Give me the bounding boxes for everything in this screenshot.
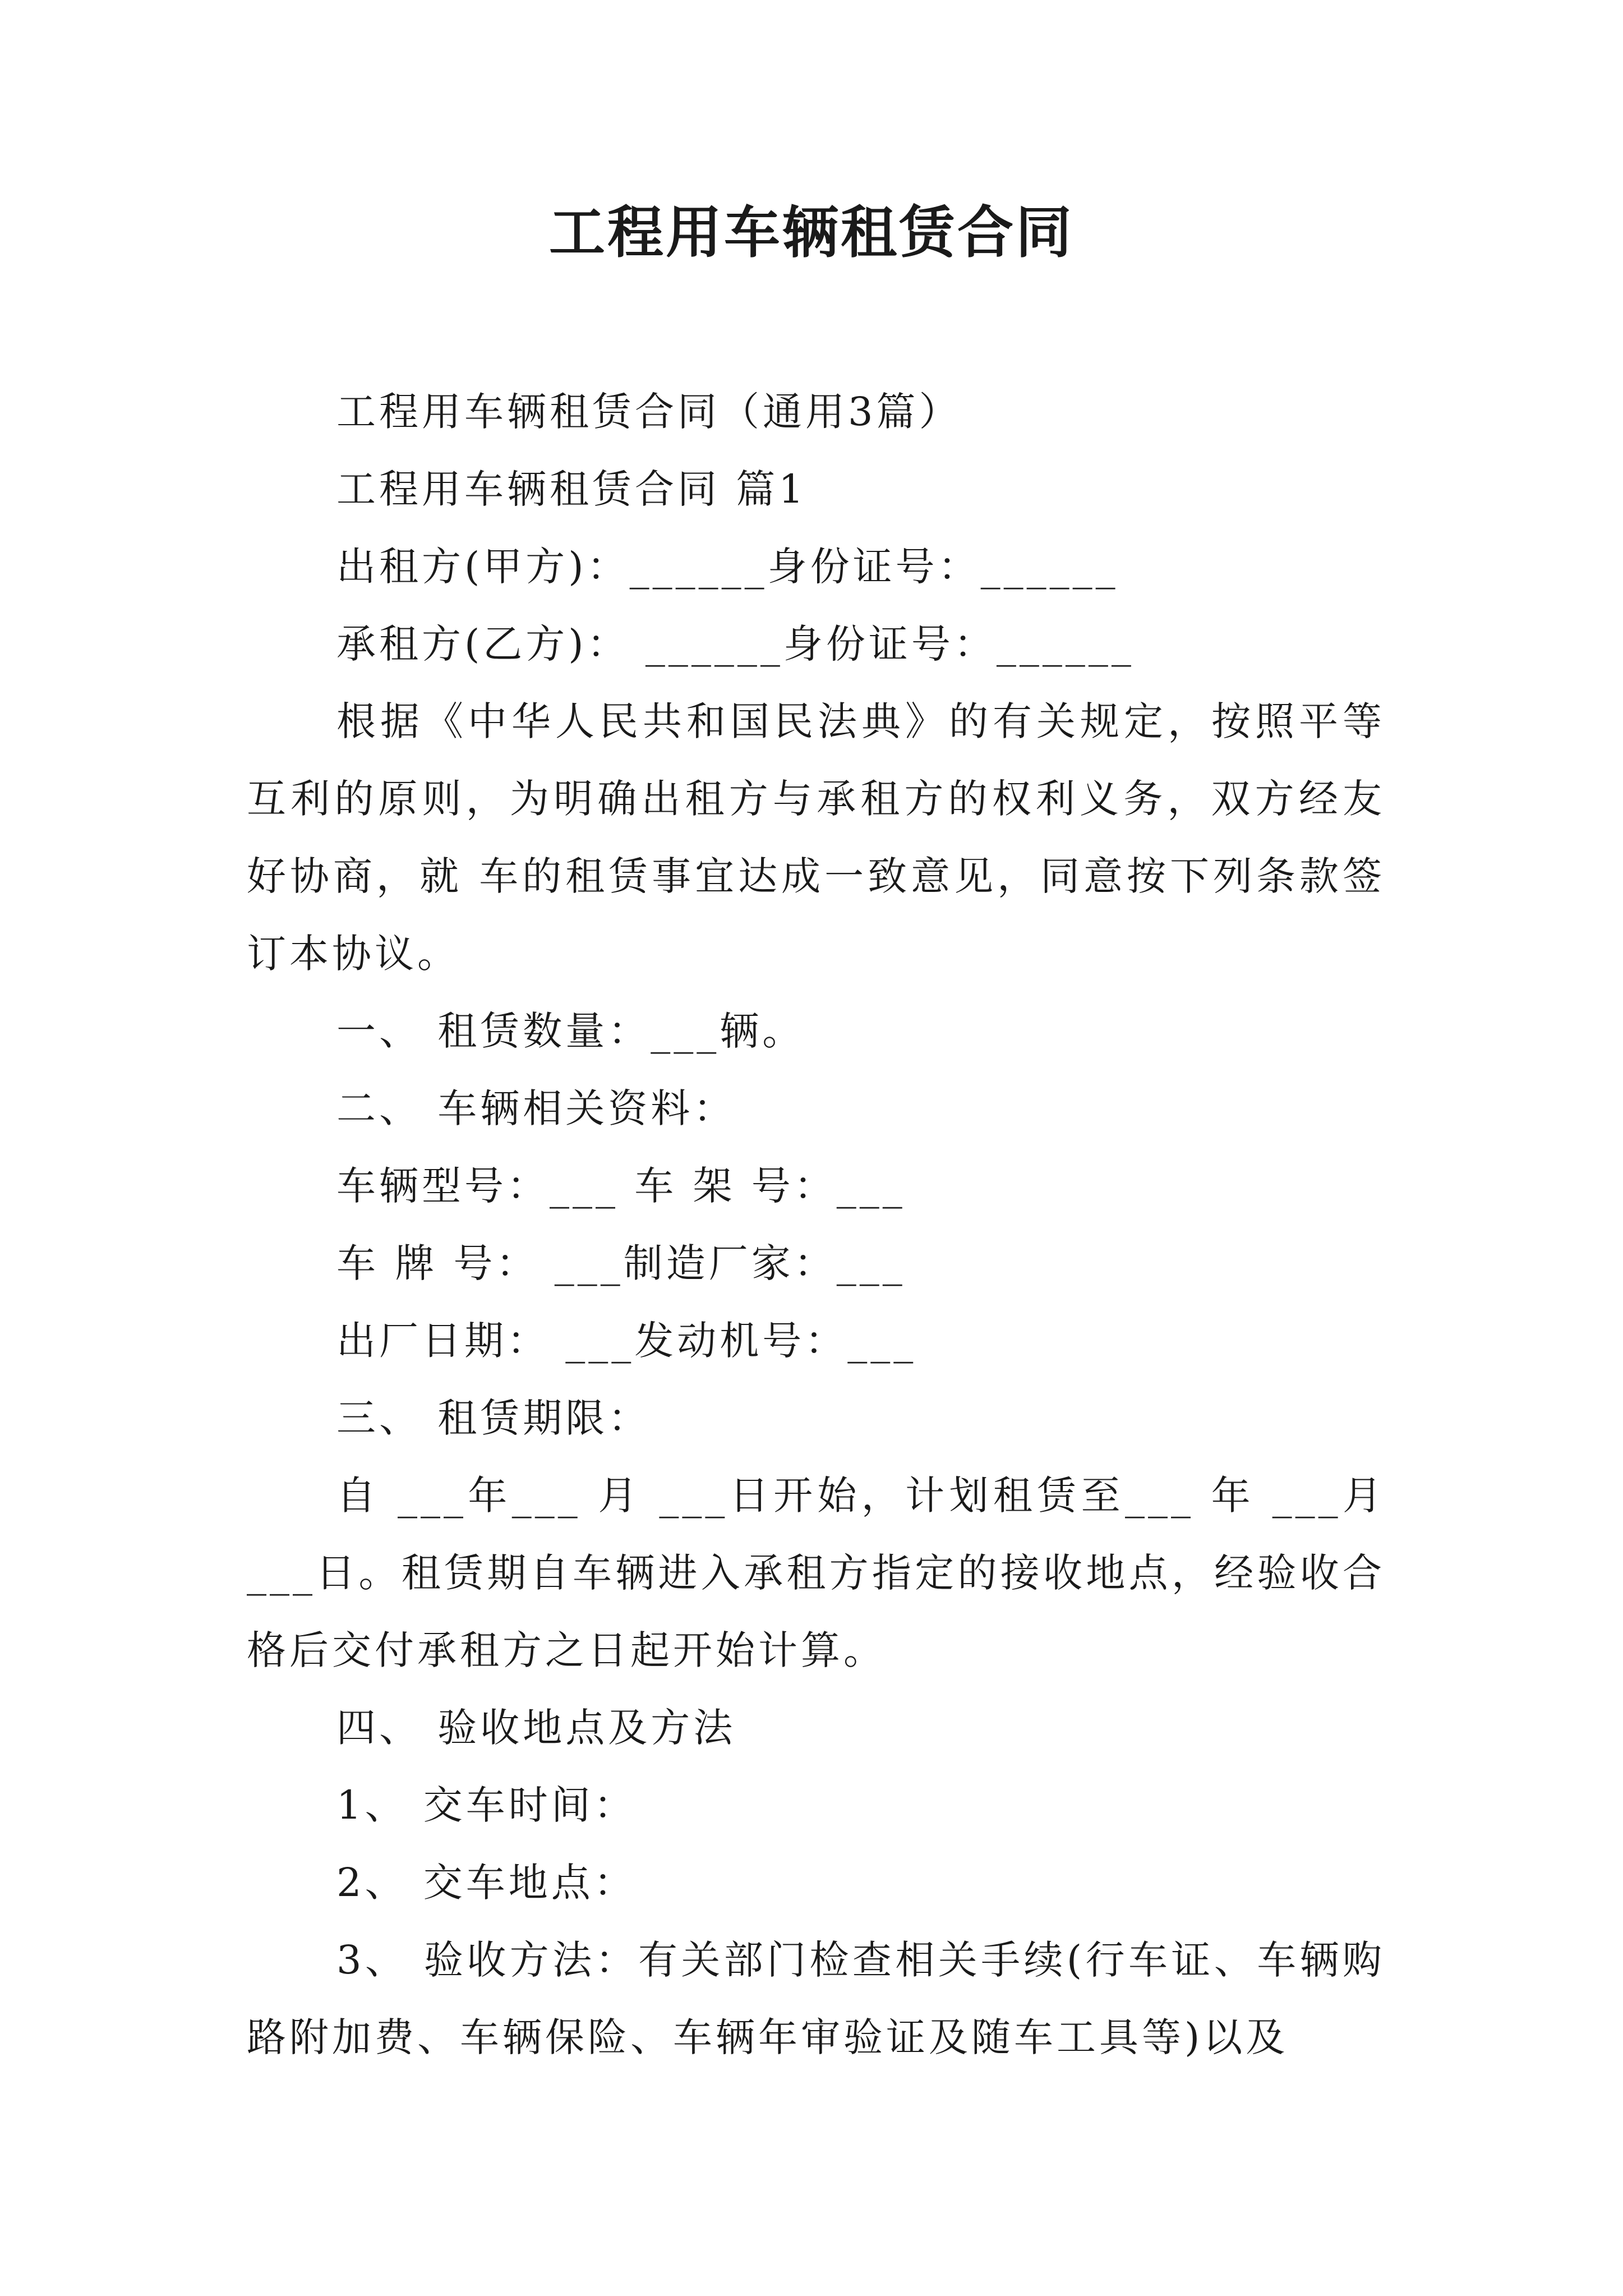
preamble-paragraph: 根据《中华人民共和国民法典》的有关规定，按照平等互利的原则，为明确出租方与承租方的权利义务，双方经友好协商，就 车的租赁事宜达成一致意见，同意按下列条款签订本协议。 [247, 698, 1385, 977]
document-title: 工程用车辆租赁合同 [549, 200, 1074, 265]
clause-1-quantity: 一、 租赁数量：___辆。 [336, 1008, 805, 1054]
section-heading: 工程用车辆租赁合同 篇1 [336, 466, 807, 512]
document-body [247, 373, 1385, 2076]
vehicle-model-line: 车辆型号：___ 车 架 号：___ [336, 1163, 906, 1209]
clause-2-vehicle-info: 二、 车辆相关资料： [336, 1085, 736, 1131]
subtitle-collection: 工程用车辆租赁合同（通用3篇） [336, 389, 962, 435]
delivery-time-line: 1、 交车时间： [336, 1782, 637, 1828]
plate-number-line: 车 牌 号： ___制造厂家：___ [336, 1240, 906, 1286]
clause-3-lease-term: 三、 租赁期限： [336, 1395, 651, 1441]
lessor-line: 出租方(甲方)：______身份证号：______ [336, 544, 1119, 590]
lease-term-paragraph: 自 ___年___ 月 ___日开始，计划租赁至___ 年 ___月___日。租赁期自车辆进入承租方指定的接收地点，经验收合格后交付承租方之日起开始计算。 [247, 1473, 1385, 1673]
manufacture-date-line: 出厂日期： ___发动机号：___ [336, 1318, 917, 1364]
lessee-line: 承租方(乙方)： ______身份证号：______ [336, 621, 1135, 667]
clause-4-acceptance: 四、 验收地点及方法 [336, 1705, 736, 1751]
delivery-place-line: 2、 交车地点： [336, 1860, 637, 1906]
acceptance-method-paragraph: 3、 验收方法：有关部门检查相关手续(行车证、车辆购路附加费、车辆保险、车辆年审验证及随车工具等)以及 [247, 1937, 1385, 2060]
